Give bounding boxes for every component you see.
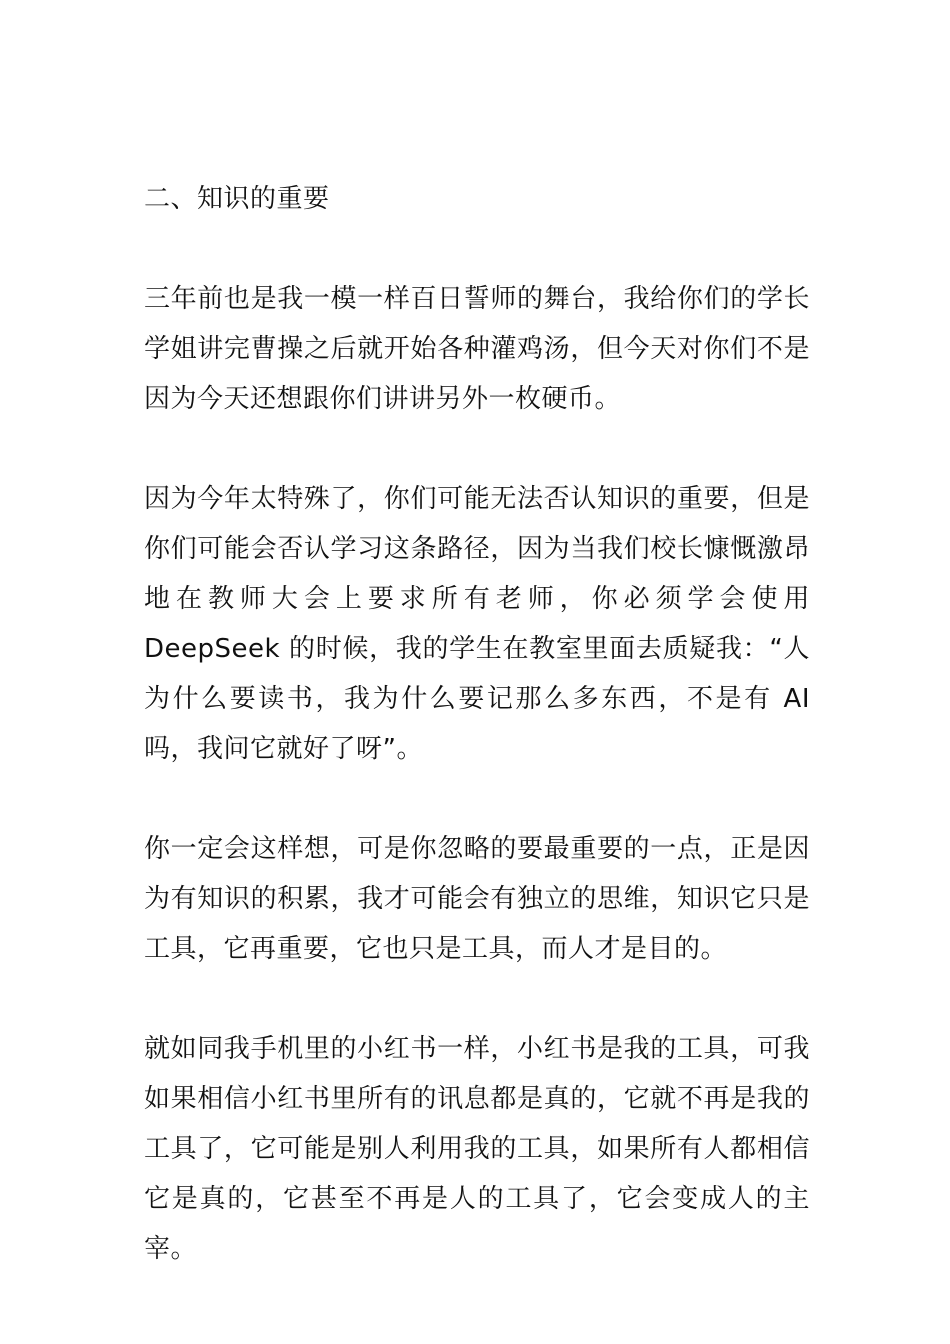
paragraph-3: 你一定会这样想，可是你忽略的要最重要的一点，正是因为有知识的积累，我才可能会有独立的思维，知识它只是工具，它再重要，它也只是工具，而人才是目的。 bbox=[144, 834, 810, 964]
document-page bbox=[144, 174, 810, 1274]
spacer bbox=[144, 774, 810, 824]
paragraph-4: 就如同我手机里的小红书一样，小红书是我的工具，可我如果相信小红书里所有的讯息都是真的，它就不再是我的工具了，它可能是别人利用我的工具，如果所有人都相信它是真的，它甚至不再是人的工具了，它会变成人的主宰。 bbox=[144, 1034, 810, 1264]
paragraph-1: 三年前也是我一模一样百日誓师的舞台，我给你们的学长学姐讲完曹操之后就开始各种灌鸡汤，但今天对你们不是因为今天还想跟你们讲讲另外一枚硬币。 bbox=[144, 284, 810, 414]
spacer bbox=[144, 974, 810, 1024]
section-heading: 二、知识的重要 bbox=[144, 184, 330, 214]
spacer bbox=[144, 224, 810, 274]
spacer bbox=[144, 424, 810, 474]
paragraph-2: 因为今年太特殊了，你们可能无法否认知识的重要，但是你们可能会否认学习这条路径，因为当我们校长慷慨激昂地在教师大会上要求所有老师，你必须学会使用 DeepSeek 的时候，我的学生在教室里面去质疑我：“人为什么要读书，我为什么要记那么多东西，不是有 AI 吗，我问它就好了呀”。 bbox=[144, 484, 810, 764]
